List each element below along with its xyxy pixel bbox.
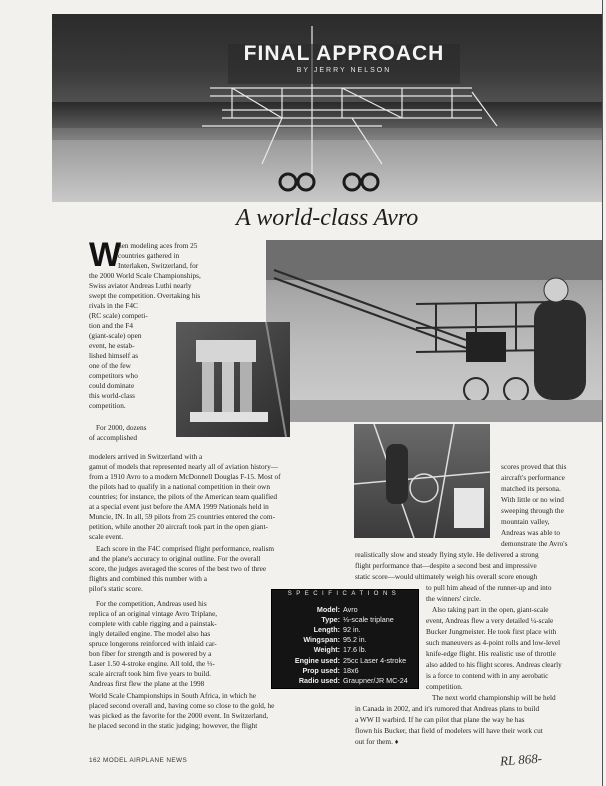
spec-value: 17.6 lb. (343, 645, 367, 654)
spec-label: Engine used: (294, 656, 340, 665)
text-line: in Canada in 2002, and it's rumored that Andreas plans to build (355, 704, 540, 713)
text-line: aircraft's performance (501, 473, 565, 482)
text-line: hen modeling aces from 25 (118, 241, 198, 250)
text-line: event, he estab- (89, 341, 135, 350)
text-line: flight performance that—despite a second best and impressive (355, 561, 537, 570)
text-line: Each score in the F4C comprised flight performance, realism (96, 544, 275, 553)
text-line: score, the judges averaged the scores of the best two of three (89, 564, 267, 573)
text-line: demonstrate the Avro's (501, 539, 568, 548)
text-line: scale aircraft took him five years to build. (89, 669, 211, 678)
text-line: knife-edge flight. His realistic use of throttle (426, 649, 556, 658)
text-line: Swiss aviator Andreas Luthi nearly (89, 281, 192, 290)
spec-label: Weight: (313, 645, 340, 654)
text-line: competition. (426, 682, 463, 691)
text-line: pilot's static score. (89, 584, 143, 593)
text-line: also added to his flight scores. Andreas clearly (426, 660, 562, 669)
text-line: World Scale Championships in South Africa, in which he (89, 691, 257, 700)
text-line: countries gathered in (118, 251, 180, 260)
cockpit-detail-photo (354, 424, 490, 538)
text-line: gamut of models that represented nearly all of aviation history— (89, 462, 279, 471)
text-line: swept the competition. Overtaking his (89, 291, 201, 300)
text-line: Laser 1.50 4-stroke engine. All told, the ⅓- (89, 659, 215, 668)
text-line: the pilots had to qualify in a national competition in their own (89, 482, 270, 491)
text-line: flown his Bucker, that field of modelers will have their work cut (355, 726, 543, 735)
scan-edge (602, 0, 603, 786)
text-line: complete with cable rigging and a painstak- (89, 619, 217, 628)
text-line: flights and combined this number with a (89, 574, 207, 583)
text-line: of accomplished (89, 433, 138, 442)
spec-label: Length: (313, 625, 340, 634)
text-line: mountain valley, (501, 517, 550, 526)
text-line: competitors who (89, 371, 138, 380)
text-line: ingly detailed engine. The model also has (89, 629, 211, 638)
spec-label: Prop used: (302, 666, 340, 675)
page-folio: 162 MODEL AIRPLANE NEWS (89, 757, 188, 764)
text-line: Bucker Jungmeister. He took first place with (426, 627, 557, 636)
text-line: this world-class (89, 391, 136, 400)
spec-value: Graupner/JR MC-24 (343, 676, 408, 685)
spec-label: Model: (316, 605, 340, 614)
text-line: matched its persona. (501, 484, 561, 493)
spec-value: ⅓-scale triplane (343, 615, 394, 624)
text-line: (giant-scale) open (89, 331, 142, 340)
text-line: scale event. (89, 532, 124, 541)
spec-value: 92 in. (343, 625, 361, 634)
text-line: Andreas was able to (501, 528, 560, 537)
text-line: For 2000, dozens (96, 423, 147, 432)
text-line: realistically slow and steady flying style. He delivered a strong (355, 550, 539, 559)
text-line: lished himself as (89, 351, 139, 360)
specifications-heading: SPECIFICATIONS (287, 591, 401, 597)
text-line: With little or no wind (501, 495, 564, 504)
text-line: placed second overall and, having come so close to the gold, he (89, 701, 275, 710)
text-line: to pull him ahead of the runner-up and into (426, 583, 552, 592)
byline: BY JERRY NELSON (296, 67, 392, 74)
section-title: FINAL APPROACH (243, 42, 445, 65)
text-line: one of the few (89, 361, 131, 370)
engine-closeup-photo (176, 322, 290, 437)
text-line: rivals in the F4C (89, 301, 138, 310)
text-line: The next world championship will be held (432, 693, 556, 702)
text-line: a WW II warbird. If he can pilot that plane the way he has (355, 715, 525, 724)
text-line: the 2000 World Scale Championships, (89, 271, 201, 280)
text-line: was picked as the favorite for the 2000 event. In Switzerland, (89, 711, 269, 720)
text-line: such maneuvers as 4-point rolls and low-level (426, 638, 561, 647)
text-line: the winners' circle. (426, 594, 482, 603)
text-line: static score—would ultimately weigh his overall score enough (355, 572, 538, 581)
text-line: is a force to contend with in any aerobatic (426, 671, 549, 680)
text-line: tion and the F4 (89, 321, 133, 330)
text-line: and the plane's accuracy to original outline. For the overall (89, 554, 261, 563)
text-line: event, Andreas flew a very detailed ¼-scale (426, 616, 554, 625)
text-line: Muncie, IN. In all, 59 pilots from 25 countries entered the com- (89, 512, 276, 521)
spec-value: Avro (343, 605, 358, 614)
article-title: A world-class Avro (236, 205, 419, 231)
text-line: Andreas first flew the plane at the 1998 (89, 679, 205, 688)
text-line: spruce longerons reinforced with inlaid car- (89, 639, 217, 648)
text-line: countries; for instance, the pilots of the American team qualified (89, 492, 278, 501)
text-line: petition, while another 20 aircraft took part in the open giant- (89, 522, 268, 531)
text-line: bon fiber for strength and is powered by a (89, 649, 212, 658)
text-line: he placed second in the static judging; however, the flight (89, 721, 258, 730)
text-line: For the competition, Andreas used his (96, 599, 207, 608)
pilot-with-triplane-photo (266, 240, 602, 422)
spec-value: 25cc Laser 4-stroke (343, 656, 407, 665)
spec-value: 95.2 in. (343, 635, 367, 644)
text-line: could dominate (89, 381, 135, 390)
spec-label: Type: (321, 615, 340, 624)
text-line: replica of an original vintage Avro Triplane, (89, 609, 218, 618)
text-line: Interlaken, Switzerland, for (118, 261, 199, 270)
text-line: scores proved that this (501, 462, 567, 471)
text-line: from a 1910 Avro to a modern McDonnell Douglas F-15. Most of (89, 472, 281, 481)
drop-cap: W (89, 236, 122, 274)
text-line: modelers arrived in Switzerland with a (89, 452, 203, 461)
text-line: competition. (89, 401, 126, 410)
text-line: Also taking part in the open, giant-scale (432, 605, 549, 614)
text-line: sweeping through the (501, 506, 564, 515)
spec-label: Wingspan: (303, 635, 340, 644)
text-line: out for them. ♦ (355, 737, 399, 746)
spec-value: 18x6 (343, 666, 359, 675)
text-line: at a special event just before the AMA 1999 Nationals held in (89, 502, 269, 511)
spec-label: Radio used: (298, 676, 340, 685)
text-line: (RC scale) competi- (89, 311, 148, 320)
handwritten-note: RL 868- (499, 750, 543, 769)
